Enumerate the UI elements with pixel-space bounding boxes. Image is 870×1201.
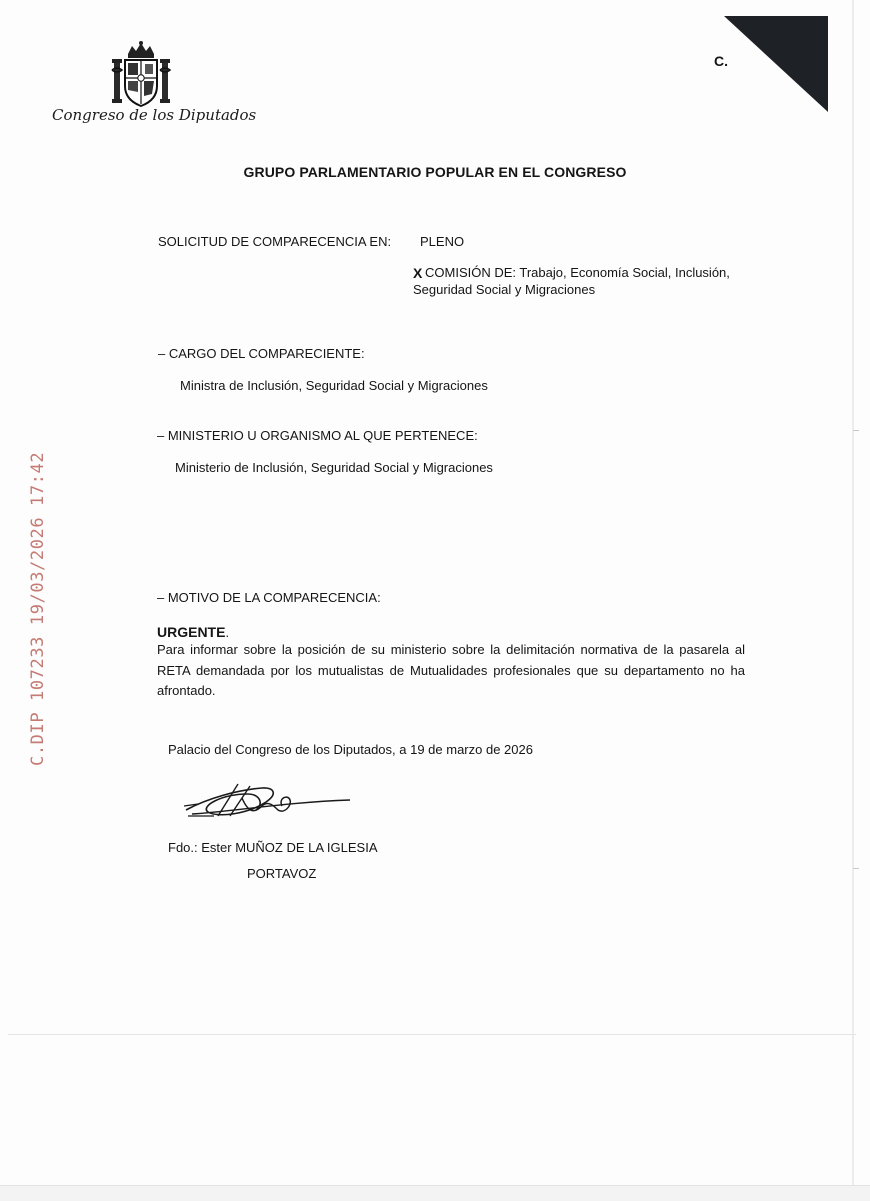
signature-icon: [178, 776, 358, 830]
urgency-line: [157, 624, 229, 640]
scan-mark: [853, 868, 859, 869]
commission-line-1: COMISIÓN DE: Trabajo, Economía Social, Inclusión,: [425, 265, 730, 280]
motive-body: Para informar sobre la posición de su ministerio sobre la delimitación normativa de la pasarela al RETA demandada por los mutualistas de Mutualidades profesionales que su departamento no ha afrontado.: [157, 642, 745, 698]
page-lower-edge: [8, 1034, 856, 1035]
page-bottom-strip: [0, 1185, 870, 1201]
motive-label: – MOTIVO DE LA COMPARECENCIA:: [157, 590, 381, 605]
registry-letter: C.: [714, 53, 728, 69]
ministry-value: Ministerio de Inclusión, Seguridad Social y Migraciones: [175, 460, 493, 475]
position-label: – CARGO DEL COMPARECIENTE:: [158, 346, 365, 361]
signatory-name: Fdo.: Ester MUÑOZ DE LA IGLESIA: [168, 840, 378, 855]
signatory-role: PORTAVOZ: [247, 866, 317, 881]
ministry-label: – MINISTERIO U ORGANISMO AL QUE PERTENECE:: [157, 428, 478, 443]
urgency-suffix: .: [225, 625, 230, 640]
request-label: SOLICITUD DE COMPARECENCIA EN:: [158, 234, 392, 249]
scan-mark: [853, 430, 859, 431]
group-title: GRUPO PARLAMENTARIO POPULAR EN EL CONGRESO: [243, 164, 627, 180]
commission-mark: X: [413, 265, 423, 281]
commission-line-2: Seguridad Social y Migraciones: [413, 282, 596, 297]
position-value: Ministra de Inclusión, Seguridad Social y Migraciones: [180, 378, 488, 393]
page-right-edge: [852, 0, 854, 1200]
request-plenary: PLENO: [420, 234, 465, 249]
place-date: Palacio del Congreso de los Diputados, a 19 de marzo de 2026: [168, 742, 533, 757]
corner-mark-icon: [724, 16, 828, 112]
registry-stamp: C.DIP 107233 19/03/2026 17:42: [28, 451, 48, 766]
institution-logo: Congreso de los Diputados: [52, 106, 257, 124]
urgency-flag: URGENTE: [157, 624, 226, 640]
coat-of-arms-icon: [110, 40, 172, 110]
